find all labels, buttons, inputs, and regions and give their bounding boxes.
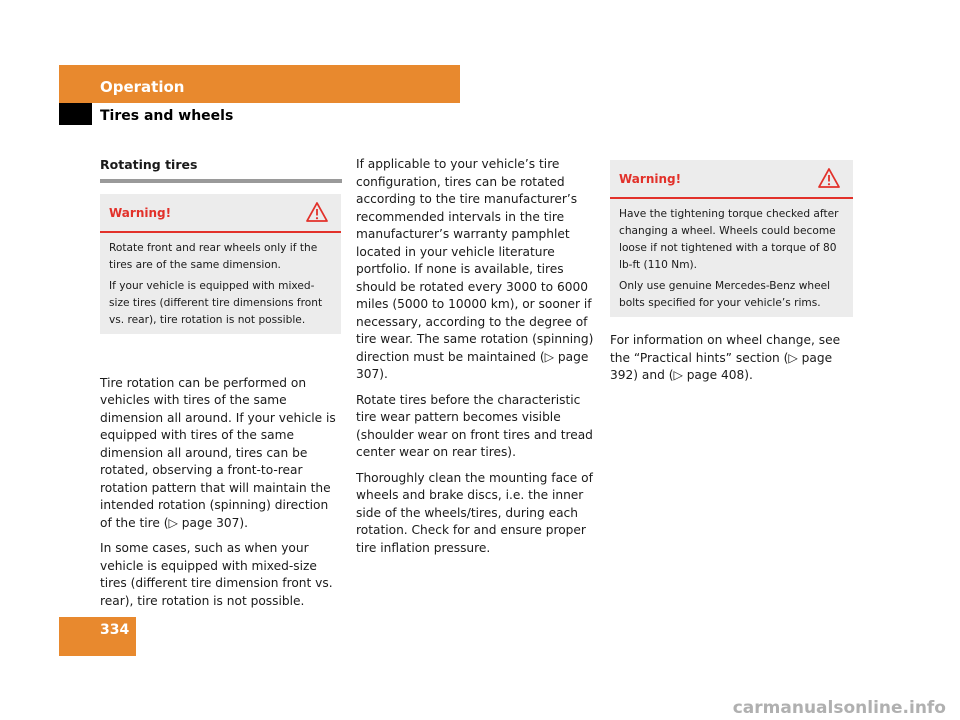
left-paragraph-1: Tire rotation can be performed on vehicles with tires of the same dimension all around. If your vehicle is equipped with tires of the same dimension all around, tires can be rotated, observing a front-to-rear rotation pattern that will maintain the intended rotation (spinning) direction of the tire (▷ page 307). bbox=[100, 375, 336, 530]
warning-box-right bbox=[610, 160, 853, 317]
warning-label: Warning! bbox=[619, 172, 682, 186]
right-paragraph-1: For information on wheel change, see the “Practical hints” section (▷ page 392) and (▷ page 408). bbox=[610, 333, 841, 382]
rotating-tires-heading: Rotating tires bbox=[100, 156, 342, 183]
warning-triangle-icon bbox=[305, 201, 329, 223]
section-title: Operation bbox=[100, 78, 185, 96]
warning-text-1: Have the tightening torque checked after changing a wheel. Wheels could become loose if not tightened with a torque of 80 lb-ft (110 Nm). bbox=[619, 208, 839, 271]
warning-triangle-icon bbox=[817, 167, 841, 189]
warning-header bbox=[100, 194, 341, 233]
middle-paragraph-2: Rotate tires before the characteristic tire wear pattern becomes visible (shoulder wear on front tires and tread center wear on rear tires). bbox=[356, 392, 593, 459]
middle-paragraph-3: Thoroughly clean the mounting face of wheels and brake discs, i.e. the inner side of the wheels/tires, during each rotation. Check for and ensure proper tire inflation pressure. bbox=[356, 470, 593, 555]
warning-header bbox=[610, 160, 853, 199]
watermark: carmanualsonline.info bbox=[732, 698, 946, 718]
left-paragraph-2: In some cases, such as when your vehicle is equipped with mixed-size tires (different tire dimension front vs. rear), tire rotation is not possible. bbox=[100, 541, 333, 608]
warning-text-1: Rotate front and rear wheels only if the tires are of the same dimension. bbox=[109, 242, 318, 271]
warning-text-2: Only use genuine Mercedes-Benz wheel bolts specified for your vehicle’s rims. bbox=[619, 280, 831, 309]
warning-body bbox=[100, 233, 341, 329]
middle-column bbox=[356, 156, 596, 565]
right-column bbox=[610, 332, 854, 393]
subsection-title: Tires and wheels bbox=[100, 108, 234, 124]
warning-text-2: If your vehicle is equipped with mixed-size tires (different tire dimensions front vs. rear), tire rotation is not possible. bbox=[109, 280, 323, 326]
header-tab-marker bbox=[59, 103, 92, 125]
middle-paragraph-1: If applicable to your vehicle’s tire configuration, tires can be rotated according to the tire manufacturer’s recommended intervals in the tire manufacturer’s warranty pamphlet located in your vehicle literature portfolio. If none is available, tires should be rotated every 3000 to 6000 miles (5000 to 10000 km), or sooner if necessary, according to the degree of tire wear. The same rotation (spinning) direction must be maintained (▷ page 307). bbox=[356, 157, 594, 381]
warning-label: Warning! bbox=[109, 206, 172, 220]
page-number: 334 bbox=[100, 622, 130, 638]
warning-box-left bbox=[100, 194, 341, 334]
warning-body bbox=[610, 199, 853, 312]
